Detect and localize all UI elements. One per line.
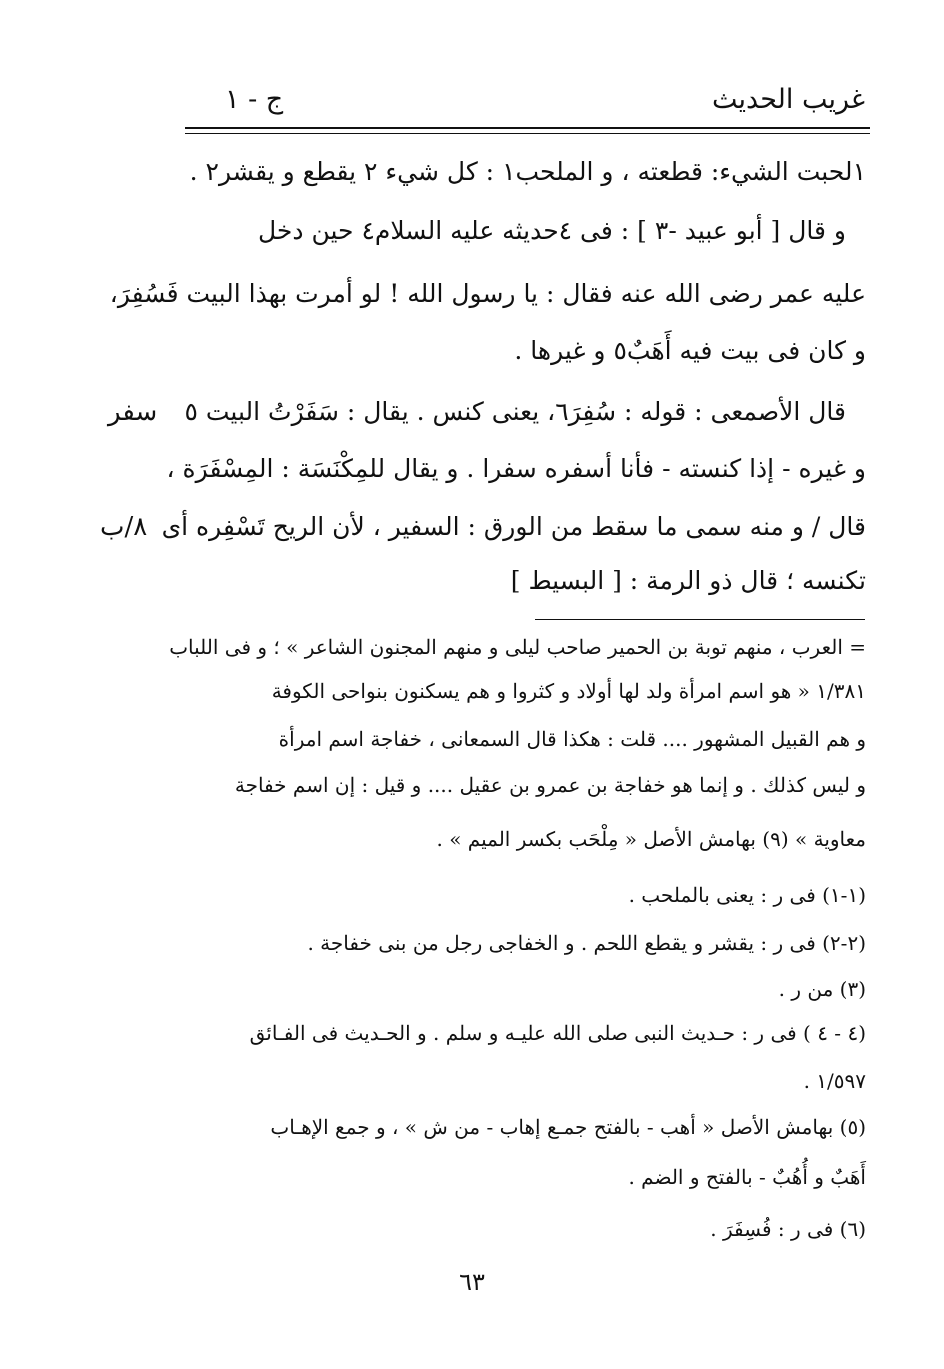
footnote-line: (٤ - ٤ ) فى ر : حـديث النبى صلى الله عليـه و سلم . و الحـديث فى الفـائق (249, 1021, 866, 1045)
footnote-line: (٦) فى ر : فُسِفَرَ . (710, 1217, 866, 1241)
margin-folio: ٨/ب (100, 512, 148, 542)
main-line: قال الأصمعى : قوله : سُفِرَ٦، يعنى كنس . يقال : سَفَرْتُ البيت ٥ (184, 397, 846, 426)
footnote-line: أَهَبٌ و أُهُبٌ - بالفتح و الضم . (628, 1165, 866, 1189)
footnote-line: = العرب ، منهم توبة بن الحمير صاحب ليلى و منهم المجنون الشاعر » ؛ و فى اللباب (169, 635, 866, 659)
book-title: غريب الحديث (712, 84, 865, 115)
margin-root-word: سفر (108, 397, 158, 427)
main-line: تكنسه ؛ قال ذو الرمة : [ البسيط ] (510, 566, 866, 595)
main-line: ١لحبت الشيء: قطعته ، و الملحب١ : كل شيء ٢ يقطع و يقشر٢ . (189, 157, 866, 186)
main-line: قال / و منه سمى ما سقط من الورق : السفير ، لأن الريح تَسْفِره أى (161, 512, 866, 541)
main-line: و غيره - إذا كنسته - فأنا أسفره سفرا . و يقال للمِكْنَسَة : المِسْفَرَة ، (166, 454, 866, 483)
footnote-line: ١/٣٨١ « هو اسم امرأة ولد لها أولاد و كثروا و هم يسكنون بنواحى الكوفة (271, 679, 866, 703)
page-number: ٦٣ (459, 1268, 485, 1296)
footnote-line: (٢-٢) فى ر : يقشر و يقطع اللحم . و الخفاجى رجل من بنى خفاجة . (307, 931, 866, 955)
main-line: عليه عمر رضى الله عنه فقال : يا رسول الله ! لو أمرت بهذا البيت فَسُفِرَ، (109, 279, 866, 308)
main-line: و كان فى بيت فيه أَهَبٌ٥ و غيرها . (514, 336, 866, 365)
footnote-line: ١/٥٩٧ . (803, 1069, 866, 1093)
page-header (185, 84, 865, 124)
footnote-line: (٣) من ر . (778, 977, 866, 1001)
header-rule-thick (185, 127, 870, 129)
footnote-line: (١-١) فى ر : يعنى بالملحب . (628, 883, 866, 907)
main-line: و قال [ أبو عبيد -٣ ] : فى ٤حديثه عليه السلام٤ حين دخل (258, 216, 846, 245)
volume-label: ج - ١ (225, 84, 284, 115)
footnote-line: معاوية » (٩) بهامش الأصل « مِلْحَب بكسر الميم » . (436, 827, 866, 851)
footnote-line: و هم القبيل المشهور .... قلت : هكذا قال السمعانى ، خفاجة اسم امرأة (278, 727, 866, 751)
footnote-line: (٥) بهامش الأصل « أهب - بالفتح جمـع إهاب - من ش » ، و جمع الإهـاب (270, 1115, 866, 1139)
header-rule-thin (185, 133, 870, 134)
footnote-line: و ليس كذلك . و إنما هو خفاجة بن عمرو بن عقيل .... و قيل : إن اسم خفاجة (234, 773, 866, 797)
footnote-separator (535, 619, 865, 620)
